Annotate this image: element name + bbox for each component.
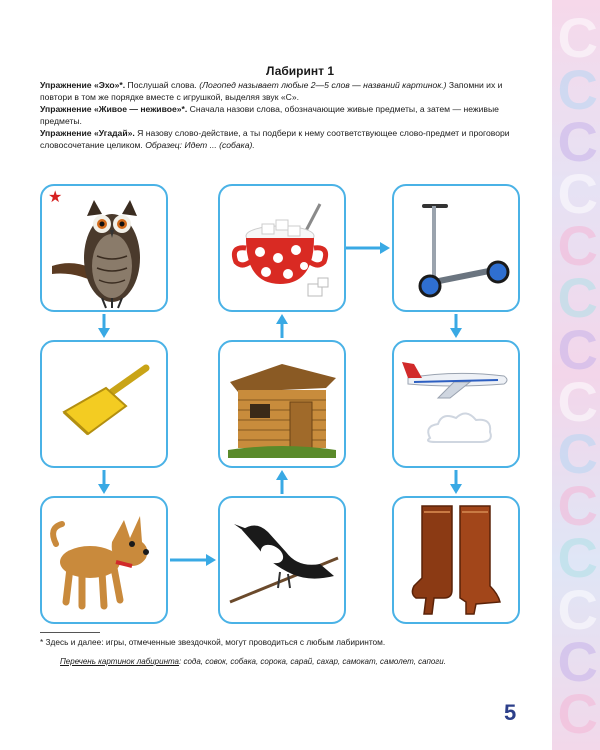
maze-tile-magpie [218,496,346,624]
exercise-title: Упражнение «Живое — неживое»*. [40,104,188,114]
letter-s-decoration: С [557,162,598,225]
exercise-text: Послушай слова. [125,80,200,90]
letter-s-decoration: С [557,110,598,173]
letter-s-decoration: С [557,526,598,589]
maze-tile-dog [40,496,168,624]
letter-s-decoration: С [557,682,598,745]
sugar-bowl-icon [220,186,344,310]
arrow-down-icon [98,470,110,494]
letter-s-decoration: С [557,578,598,641]
letter-s-decoration: С [557,214,598,277]
exercise-echo [40,80,520,103]
magpie-icon [220,498,344,622]
wooden-shed-icon [220,342,344,466]
footnote-divider [40,632,100,633]
exercise-guess [40,128,520,151]
maze-tile-airplane [392,340,520,468]
exercise-text: Я назову слово-действие, а ты подбери к нему соответствующее слово-предмет и проговори словосочетание целиком. [40,128,510,150]
page-title: Лабиринт 1 [265,64,335,78]
maze-tile-shed [218,340,346,468]
exercise-text: Сначала назови слова, обозначающие живые предметы, а затем — неживые предметы. [40,104,499,126]
maze-tile-sugar-bowl [218,184,346,312]
page-number: 5 [504,700,517,725]
letter-s-decoration: С [557,474,598,537]
dog-icon [42,498,166,622]
arrow-right-icon [170,554,216,566]
letter-s-decoration: С [557,58,598,121]
arrow-down-icon [450,314,462,338]
maze-tile-scooter [392,184,520,312]
letter-s-decoration: С [557,266,598,329]
maze-tile-boots [392,496,520,624]
picture-list-title: Перечень картинок лабиринта [60,657,179,666]
boots-icon [394,498,518,622]
instructions-block [40,80,520,152]
arrow-up-icon [276,314,288,338]
exercise-text: Запомни их и повтори в том же порядке вместе с игрушкой, выделяя звук «С». [40,80,503,102]
footnote: * Здесь и далее: игры, отмеченные звездочкой, могут проводиться с любым лабиринтом. [40,637,386,647]
exercise-title: Упражнение «Эхо»*. [40,80,126,90]
letter-s-decoration: С [557,422,598,485]
maze-tile-owl [40,184,168,312]
letter-s-decoration: С [557,318,598,381]
arrow-up-icon [276,470,288,494]
maze-tile-scoop [40,340,168,468]
scooter-icon [394,186,518,310]
exercise-note: (Логопед называет любые 2—5 слов — названий картинок.) [199,80,447,90]
picture-list-items: : сода, совок, собака, сорока, сарай, сахар, самокат, самолет, сапоги. [179,657,446,666]
arrow-down-icon [98,314,110,338]
exercise-example: Образец: Идет ... (собака). [145,139,255,150]
exercise-alive [40,104,520,127]
arrow-down-icon [450,470,462,494]
dustpan-scoop-icon [42,342,166,466]
exercise-title: Упражнение «Угадай». [40,128,135,138]
letter-s-decoration: С [557,630,598,693]
airplane-icon [394,342,518,466]
picture-list [60,656,530,667]
owl-icon [42,186,166,310]
arrow-right-icon [346,242,390,254]
letter-s-decoration: С [557,370,598,433]
star-icon: ★ [48,189,63,206]
letter-s-decoration: С [557,6,598,69]
decorative-letter-strip [552,0,600,750]
